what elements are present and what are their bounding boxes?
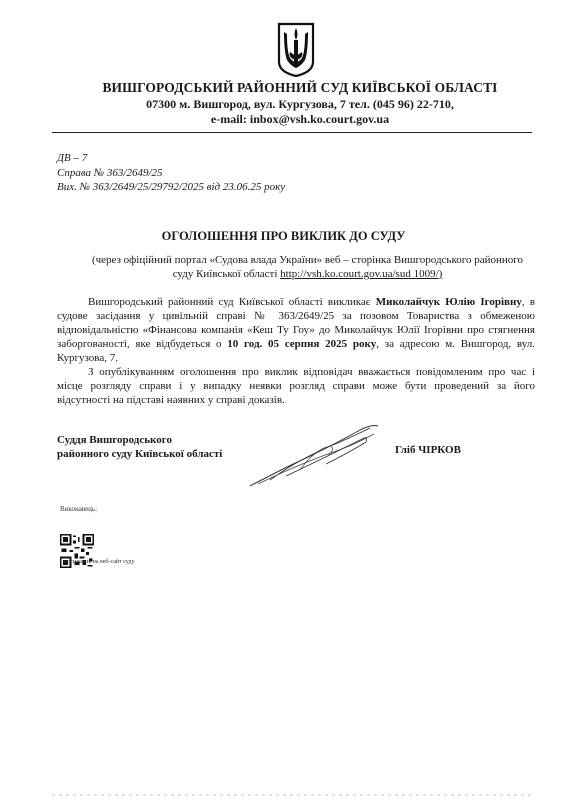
outgoing-number: Вих. № 363/2649/25/29792/2025 від 23.06.25 року [57,181,286,193]
document-code: ДВ – 7 [57,152,88,164]
subtitle-line-1: (через офіційний портал «Судова влада України» веб – сторінка Вишгородського районного [91,254,523,266]
paragraph-2-line-3: відсутності на підставі наявних у справі доказів. [57,394,285,406]
judge-title-line-2: районного суду Київської області [57,448,223,460]
p1-line1-text: Вишгородський районний суд Київської області викликає [88,296,376,308]
header-divider [52,132,532,133]
paragraph-1-line-4 [57,338,535,350]
court-name-heading: ВИШГОРОДСЬКИЙ РАЙОННИЙ СУД КИЇВСЬКОЇ ОБЛАСТІ [102,80,498,95]
notice-title: ОГОЛОШЕННЯ ПРО ВИКЛИК ДО СУДУ [161,229,406,243]
handwritten-signature [240,420,390,490]
paragraph-1-line-1 [88,296,535,308]
court-email: e-mail: inbox@vsh.ko.court.gov.ua [210,112,390,126]
court-address: 07300 м. Вишгород, вул. Кургузова, 7 тел. (045 96) 22-710, [146,97,454,111]
defendant-name: Миколайчук Юлію Ігорівну [375,296,522,308]
p1-line1-tail: , в [521,296,535,308]
executor-label: Виконавець: [60,505,98,513]
ukraine-trident-emblem-icon [275,22,317,78]
court-website-link[interactable]: http://vsh.ko.court.gov.ua/sud 1009/) [280,268,443,280]
paragraph-1-line-5: Кургузова, 7. [57,352,118,364]
paragraph-2-line-2: місце розгляду справи і у випадку неявки розгляд справи може бути проведений за його [57,380,535,392]
paragraph-1-line-3: відповідальністю «Фінансова компанія «Кеш Ту Гоу» до Миколайчук Юлії Ігорівни про стягнення [57,324,535,336]
paragraph-2-line-1: З опублікуванням оголошення про виклик відповідач вважається повідомленим про час і [88,366,535,378]
case-number: Справа № 363/2649/25 [57,167,163,179]
subtitle-line-2 [80,268,535,280]
subtitle-text: суду Київської області [172,268,281,280]
paragraph-1-line-2: судове засідання у цивільній справі № 363/2649/25 за позовом Товариства з обмеженою [57,310,535,322]
qr-caption: посилання на веб-сайт суду [64,559,135,565]
scan-edge-artifact [52,788,532,796]
p1-line4-tail: , за адресою м. Вишгород, вул. [376,338,535,350]
judge-name: Гліб ЧІРКОВ [395,444,461,456]
p1-line4-text: заборгованості, яке відбудеться о [57,338,228,350]
hearing-datetime: 10 год. 05 серпня 2025 року [227,338,377,350]
judge-title-line-1: Суддя Вишгородського [57,434,172,446]
